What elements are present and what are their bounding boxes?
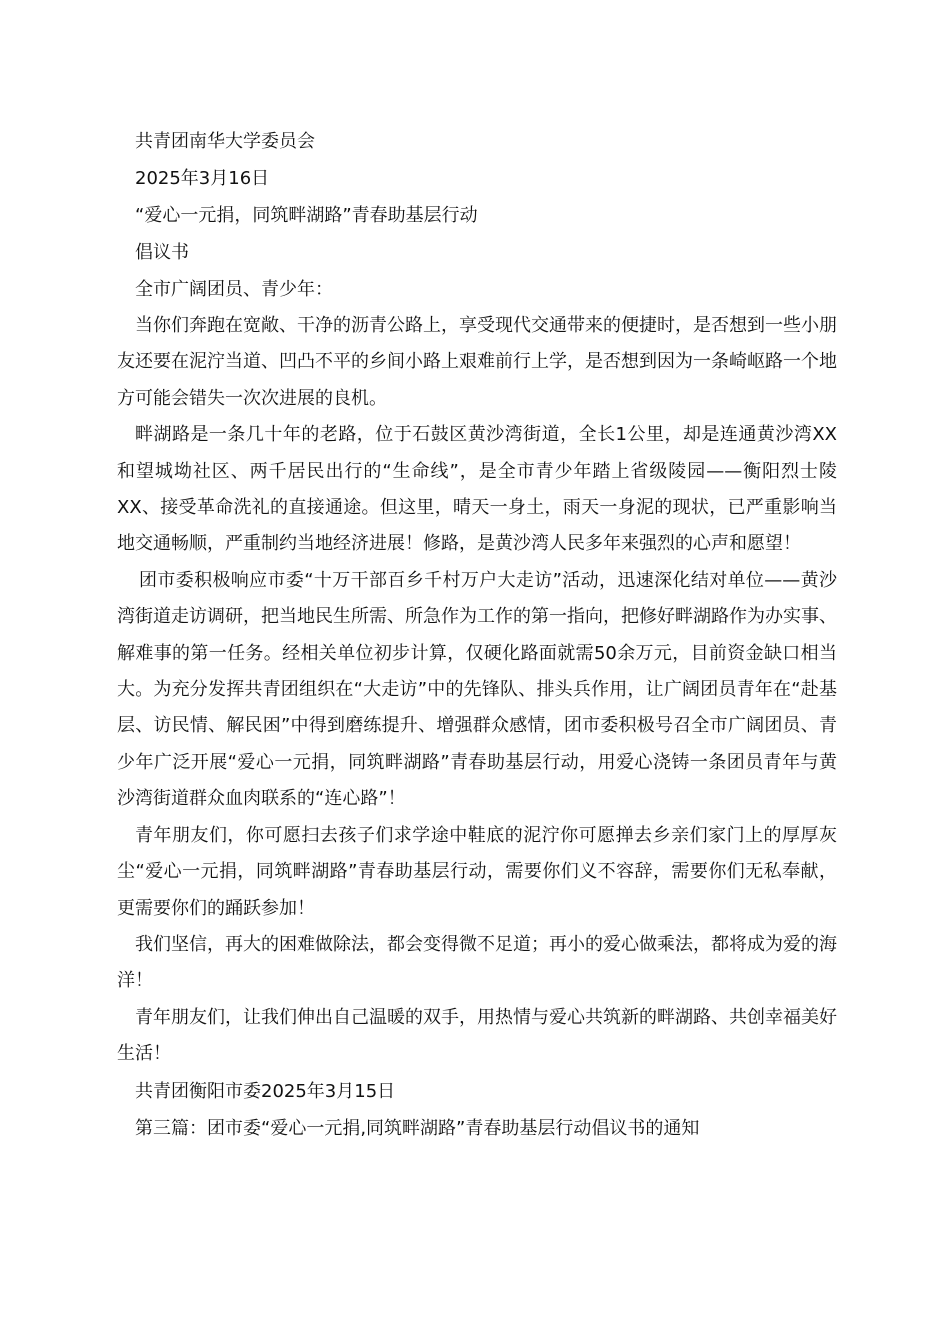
- header-organization: 共青团南华大学委员会: [135, 131, 315, 152]
- event-title: “爱心一元捐，同筑畔湖路”青春助基层行动: [135, 205, 478, 226]
- paragraph-committee-action: 团市委积极响应市委“十万干部百乡千村万户大走访”活动，迅速深化结对单位——黄沙湾街道走访调研，把当地民生所需、所急作为工作的第一指向，把修好畔湖路作为办实事、解难事的第一任务。经相关单位初步计算，仅硬化路面就需50余万元，目前资金缺口相当大。为充分发挥共青团组织在“大走访”中的先锋队、排头兵作用，让广阔团员青年在“赴基层、访民情、解民困”中得到磨练提升、增强群众感情，团市委积极号召全市广阔团员、青少年广泛开展“爱心一元捐，同筑畔湖路”青春助基层行动，用爱心浇铸一条团员青年与黄沙湾街道群众血肉联系的“连心路”！: [117, 569, 837, 810]
- document-type: 倡议书: [135, 242, 189, 263]
- header-date: 2025年3月16日: [135, 168, 270, 189]
- document-body: [117, 123, 837, 1147]
- salutation: 全市广阔团员、青少年：: [135, 279, 333, 300]
- paragraph-intro: 当你们奔跑在宽敞、干净的沥青公路上，享受现代交通带来的便捷时，是否想到一些小朋友还要在泥泞当道、凹凸不平的乡间小路上艰难前行上学，是否想到因为一条崎岖路一个地方可能会错失一次次进展的良机。: [117, 315, 837, 409]
- paragraph-road-description: 畔湖路是一条几十年的老路，位于石鼓区黄沙湾街道，全长1公里，却是连通黄沙湾XX和望城坳社区、两千居民出行的“生命线”，是全市青少年踏上省级陵园——衡阳烈士陵XX、接受革命洗礼的直接通途。但这里，晴天一身土，雨天一身泥的现状，已严重影响当地交通畅顺，严重制约当地经济进展！修路，是黄沙湾人民多年来强烈的心声和愿望！: [117, 424, 837, 555]
- signature: 共青团衡阳市委2025年3月15日: [135, 1080, 396, 1102]
- next-section-title: 第三篇：团市委“爱心一元捐,同筑畔湖路”青春助基层行动倡议书的通知: [135, 1117, 700, 1139]
- paragraph-closing: 青年朋友们，让我们伸出自己温暖的双手，用热情与爱心共筑新的畔湖路、共创幸福美好生活！: [117, 1006, 837, 1065]
- paragraph-appeal: 青年朋友们，你可愿扫去孩子们求学途中鞋底的泥泞你可愿掸去乡亲们家门上的厚厚灰尘“爱心一元捐，同筑畔湖路”青春助基层行动，需要你们义不容辞，需要你们无私奉献，更需要你们的踊跃参加！: [117, 824, 837, 919]
- paragraph-belief: 我们坚信，再大的困难做除法，都会变得微不足道；再小的爱心做乘法，都将成为爱的海洋！: [117, 933, 837, 992]
